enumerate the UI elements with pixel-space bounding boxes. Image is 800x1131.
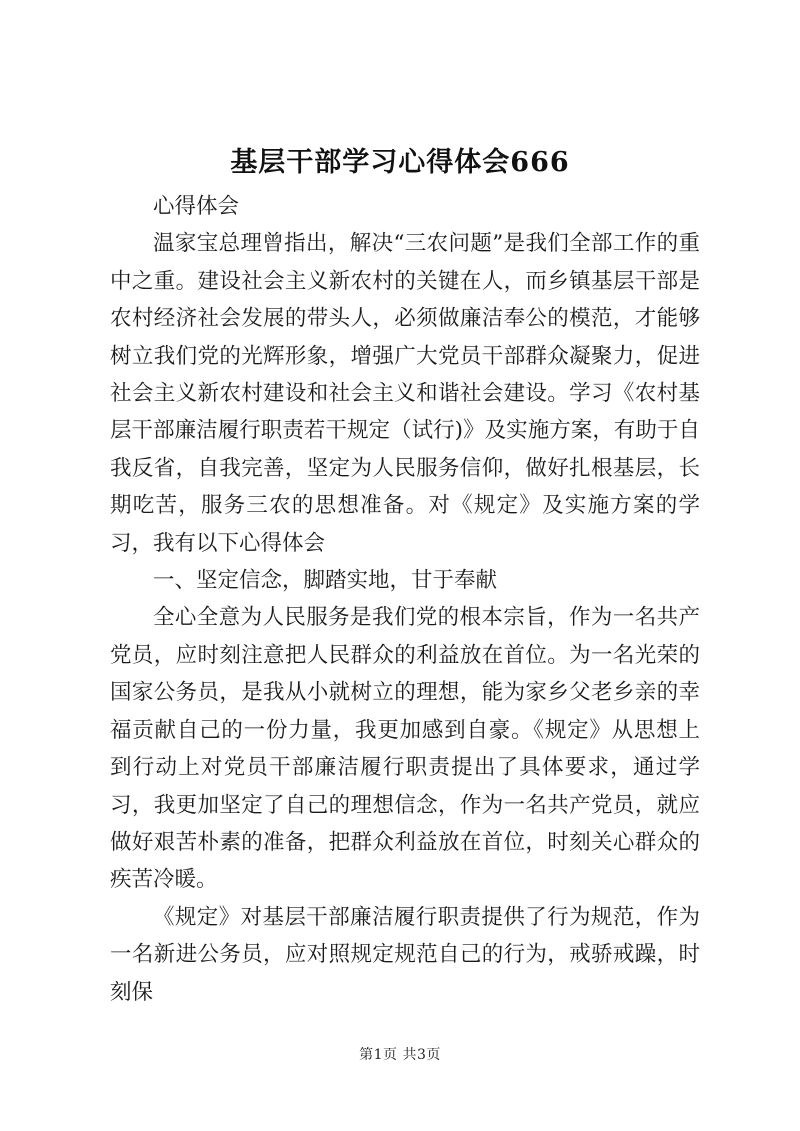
body-paragraph: 《规定》对基层干部廉洁履行职责提供了行为规范，作为一名新进公务员，应对照规定规范自己的行为，戒骄戒躁，时刻保	[110, 904, 700, 1005]
document-title: 基层干部学习心得体会666	[230, 147, 570, 178]
section-label: 心得体会	[153, 194, 240, 219]
body-paragraph: 温家宝总理曾指出，解决“三农问题”是我们全部工作的重中之重。建设社会主义新农村的关键在人，而乡镇基层干部是农村经济社会发展的带头人，必须做廉洁奉公的模范，才能够树立我们党的光辉形象，增强广大党员干部群众凝聚力，促进社会主义新农村建设和社会主义和谐社会建设。学习《农村基层干部廉洁履行职责若干规定（试行)》及实施方案，有助于自我反省，自我完善，坚定为人民服务信仰，做好扎根基层，长期吃苦，服务三农的思想准备。对《规定》及实施方案的学习，我有以下心得体会	[110, 231, 700, 556]
page-footer: 第1页 共3页	[359, 1047, 441, 1063]
section-heading: 一、坚定信念，脚踏实地，甘于奉献	[153, 568, 498, 594]
document-body	[110, 188, 700, 1011]
body-paragraph: 全心全意为人民服务是我们党的根本宗旨，作为一名共产党员，应时刻注意把人民群众的利益放在首位。为一名光荣的国家公务员，是我从小就树立的理想，能为家乡父老乡亲的幸福贡献自己的一份力量，我更加感到自豪。《规定》从思想上到行动上对党员干部廉洁履行职责提出了具体要求，通过学习，我更加坚定了自己的理想信念，作为一名共产党员，就应做好艰苦朴素的准备，把群众利益放在首位，时刻关心群众的疾苦冷暖。	[110, 605, 700, 893]
